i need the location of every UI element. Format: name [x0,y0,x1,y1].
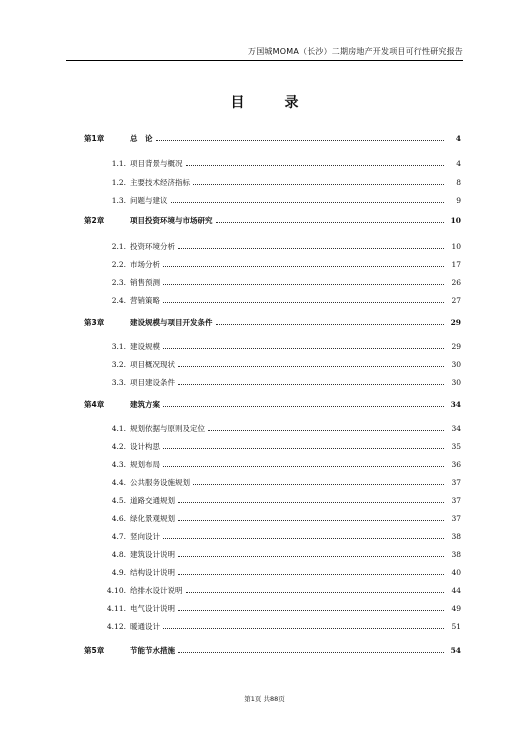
dot-leader [178,573,444,575]
dot-leader [163,283,444,285]
toc-entry-number: 4.5. [111,495,126,505]
toc-entry-label: 销售预测 [130,277,160,287]
toc-section-entry[interactable] [84,490,461,504]
dot-leader [178,247,444,249]
toc-entry-number: 第4章 [84,399,105,409]
toc-entry-page-number: 54 [450,645,461,655]
toc-entry-number: 4.4. [111,477,126,487]
toc-entry-page-number: 29 [451,341,461,351]
toc-section-entry[interactable] [84,436,461,450]
dot-leader [163,465,444,467]
toc-entry-page-number: 34 [451,423,461,433]
toc-entry-number: 2.2. [111,259,126,269]
dot-leader [178,501,444,503]
toc-entry-label: 项目概况现状 [130,359,175,369]
toc-entry-label: 建筑设计说明 [130,549,175,559]
toc-entry-number: 1.3. [111,195,126,205]
toc-chapter-entry[interactable] [84,394,461,408]
toc-entry-number: 3.2. [111,359,126,369]
dot-leader [163,347,444,349]
toc-entry-label: 暖通设计 [130,621,160,631]
toc-entry-label: 总 论 [130,133,153,143]
toc-entry-number: 2.3. [111,277,126,287]
toc-entry-page-number: 36 [451,459,461,469]
toc-entry-label: 项目投资环境与市场研究 [130,215,213,225]
dot-leader [216,323,445,325]
toc-entry-label: 给排水设计说明 [130,585,183,595]
toc-entry-label: 电气设计说明 [130,603,175,613]
toc-entry-page-number: 37 [451,513,461,523]
toc-chapter-entry[interactable] [84,312,461,326]
toc-section-entry[interactable] [84,190,461,204]
toc-entry-number: 2.4. [111,295,126,305]
toc-entry-page-number: 44 [451,585,461,595]
toc-entry-label: 建设规模 [130,341,160,351]
dot-leader [163,447,444,449]
toc-section-entry[interactable] [84,598,461,612]
toc-section-entry[interactable] [84,254,461,268]
toc-entry-number: 3.1. [111,341,126,351]
toc-entry-number: 4.6. [111,513,126,523]
toc-entry-number: 4.9. [111,567,126,577]
dot-leader [171,201,445,203]
toc-section-entry[interactable] [84,418,461,432]
toc-entry-label: 结构设计说明 [130,567,175,577]
dot-leader [186,591,445,593]
toc-section-entry[interactable] [84,526,461,540]
toc-chapter-entry[interactable] [84,640,461,654]
dot-leader [178,609,444,611]
toc-section-entry[interactable] [84,290,461,304]
dot-leader [178,555,444,557]
toc-entry-page-number: 30 [451,377,461,387]
toc-section-entry[interactable] [84,580,461,594]
toc-entry-page-number: 49 [451,603,461,613]
dot-leader [163,405,444,407]
dot-leader [178,383,444,385]
toc-section-entry[interactable] [84,472,461,486]
toc-entry-page-number: 38 [451,549,461,559]
toc-entry-page-number: 37 [451,477,461,487]
toc-entry-label: 项目背景与概况 [130,158,183,168]
toc-section-entry[interactable] [84,562,461,576]
toc-section-entry[interactable] [84,236,461,250]
toc-section-entry[interactable] [84,454,461,468]
toc-entry-number: 第2章 [84,215,105,225]
toc-entry-number: 第3章 [84,317,105,327]
dot-leader [163,265,444,267]
toc-entry-label: 问题与建议 [130,195,168,205]
toc-section-entry[interactable] [84,272,461,286]
toc-section-entry[interactable] [84,616,461,630]
toc-entry-number: 2.1. [111,241,126,251]
toc-entry-label: 市场分析 [130,259,160,269]
toc-entry-page-number: 4 [456,158,461,168]
dot-leader [163,627,444,629]
toc-entry-number: 4.1. [111,423,126,433]
toc-entry-number: 1.1. [111,158,126,168]
toc-entry-number: 4.3. [111,459,126,469]
toc-entry-label: 建筑方案 [130,399,160,409]
toc-section-entry[interactable] [84,172,461,186]
toc-entry-label: 规划依据与原则及定位 [130,423,205,433]
dot-leader [156,139,445,141]
page-header: 万国城MOMA（长沙）二期房地产开发项目可行性研究报告 [66,46,463,61]
toc-entry-page-number: 37 [451,495,461,505]
toc-entry-label: 建设规模与项目开发条件 [130,317,213,327]
page-footer: 第1页 共88页 [244,695,285,703]
toc-entry-page-number: 27 [451,295,461,305]
dot-leader [178,519,444,521]
toc-entry-label: 公共服务设施规划 [130,477,190,487]
toc-entry-label: 设计构思 [130,441,160,451]
toc-entry-number: 4.12. [106,621,126,631]
dot-leader [216,221,445,223]
toc-entry-page-number: 17 [451,259,461,269]
toc-entry-label: 主要技术经济指标 [130,177,190,187]
toc-entry-page-number: 9 [456,195,461,205]
toc-section-entry[interactable] [84,372,461,386]
toc-entry-label: 道路交通规划 [130,495,175,505]
dot-leader [193,183,444,185]
toc-entry-page-number: 29 [450,317,461,327]
toc-entry-page-number: 26 [451,277,461,287]
toc-entry-label: 绿化景观规划 [130,513,175,523]
toc-entry-label: 营销策略 [130,295,160,305]
dot-leader [208,429,444,431]
toc-entry-page-number: 10 [451,241,461,251]
toc-entry-page-number: 34 [450,399,461,409]
toc-entry-page-number: 30 [451,359,461,369]
toc-chapter-entry[interactable] [84,210,461,224]
toc-section-entry[interactable] [84,508,461,522]
toc-entry-page-number: 8 [456,177,461,187]
dot-leader [186,164,445,166]
toc-section-entry[interactable] [84,336,461,350]
toc-entry-number: 第5章 [84,645,105,655]
toc-section-entry[interactable] [84,544,461,558]
toc-chapter-entry[interactable] [84,128,461,142]
toc-entry-number: 1.2. [111,177,126,187]
dot-leader [178,651,444,653]
toc-entry-label: 节能节水措施 [130,645,175,655]
toc-entry-number: 4.11. [106,603,126,613]
toc-entry-label: 规划布局 [130,459,160,469]
toc-entry-page-number: 10 [450,215,461,225]
dot-leader [178,365,444,367]
toc-entry-page-number: 4 [455,133,461,143]
toc-entry-label: 竖向设计 [130,531,160,541]
dot-leader [163,537,444,539]
toc-section-entry[interactable] [84,354,461,368]
toc-entry-label: 投资环境分析 [130,241,175,251]
toc-entry-page-number: 35 [451,441,461,451]
toc-entry-number: 4.8. [111,549,126,559]
toc-entry-number: 4.2. [111,441,126,451]
toc-entry-label: 项目建设条件 [130,377,175,387]
toc-entry-page-number: 40 [451,567,461,577]
dot-leader [163,301,444,303]
toc-entry-page-number: 38 [451,531,461,541]
toc-section-entry[interactable] [84,153,461,167]
toc-title: 目录 [230,95,339,111]
toc-entry-number: 4.7. [111,531,126,541]
dot-leader [193,483,444,485]
toc-entry-number: 第1章 [84,133,105,143]
toc-entry-page-number: 51 [451,621,461,631]
toc-entry-number: 3.3. [111,377,126,387]
toc-entry-number: 4.10. [106,585,126,595]
